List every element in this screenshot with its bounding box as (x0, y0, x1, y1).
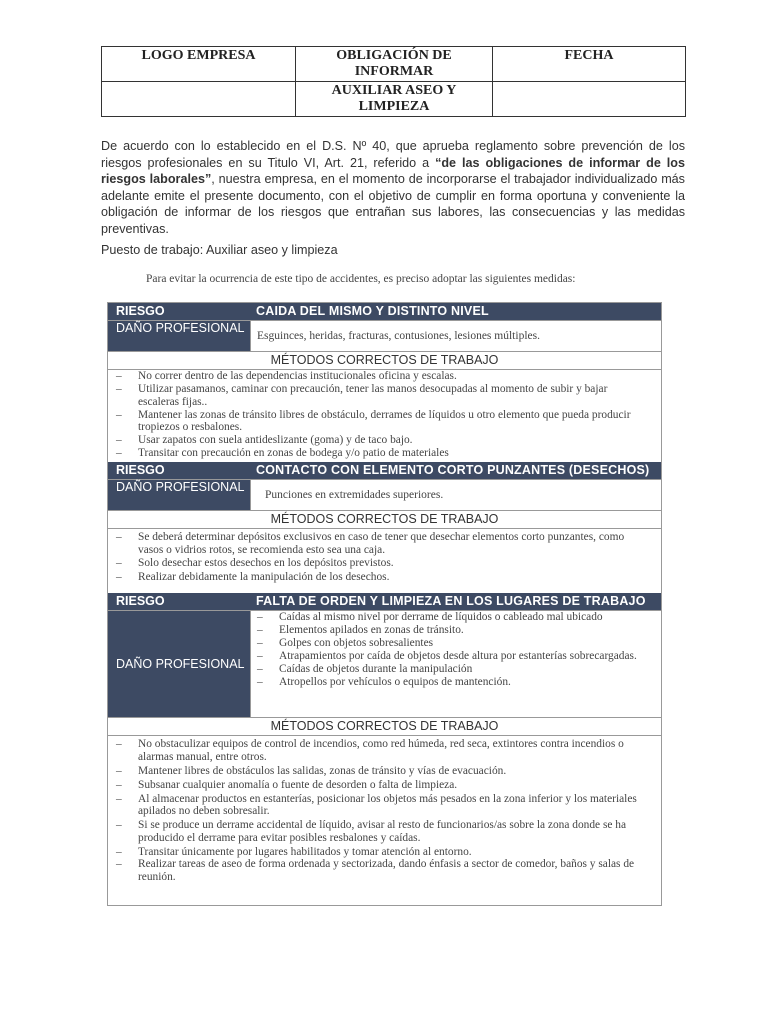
riesgo-row (108, 303, 661, 320)
dano-row (108, 610, 661, 717)
dano-label: DAÑO PROFESIONAL (116, 656, 245, 671)
metodos-block (108, 736, 661, 905)
list-item: – Elementos apilados en zonas de tránsito. (257, 624, 651, 637)
list-item: – Usar zapatos con suela antideslizante (goma) y de taco bajo. (116, 434, 651, 447)
metodos-header: MÉTODOS CORRECTOS DE TRABAJO (108, 510, 661, 529)
intro-paragraph (101, 138, 685, 237)
metodos-list (108, 531, 661, 583)
logo-empresa-cell: LOGO EMPRESA (102, 47, 296, 82)
puesto-cell: AUXILIAR ASEO Y LIMPIEZA (296, 82, 493, 117)
list-item: – No obstaculizar equipos de control de incendios, como red húmeda, red seca, extintores contra incendios o alarmas manual, entre otros. (116, 738, 651, 763)
riesgo-label: RIESGO (116, 594, 165, 608)
list-item: – Transitar con precaución en zonas de bodega y/o patio de materiales (116, 447, 651, 460)
dano-label: DAÑO PROFESIONAL (108, 480, 250, 510)
empty-cell (102, 82, 296, 117)
list-item: – Caídas de objetos durante la manipulación (257, 663, 651, 676)
dano-list (251, 611, 661, 689)
intro-text: De acuerdo con lo establecido en el D.S. Nº 40, que aprueba reglamento sobre prevención de los riesgos profesionales en su Titulo VI, Art. 21, referido a (101, 139, 685, 170)
dano-value: Punciones en extremidades superiores. (250, 480, 661, 510)
riesgo-row (108, 462, 661, 479)
riesgo-title: FALTA DE ORDEN Y LIMPIEZA EN LOS LUGARES DE TRABAJO (256, 594, 646, 608)
metodos-block (108, 370, 661, 462)
medidas-intro: Para evitar la ocurrencia de este tipo de accidentes, es preciso adoptar las siguientes medidas: (146, 273, 576, 285)
fecha-cell: FECHA (493, 47, 686, 82)
list-item: – Atropellos por vehículos o equipos de mantención. (257, 676, 651, 689)
list-item: – Utilizar pasamanos, caminar con precaución, tener las manos desocupadas al momento de subir y bajar escaleras fijas.. (116, 383, 651, 408)
obligacion-cell: OBLIGACIÓN DE INFORMAR (296, 47, 493, 82)
list-item: – Golpes con objetos sobresalientes (257, 637, 651, 650)
list-item: – Solo desechar estos desechos en los depósitos previstos. (116, 557, 651, 570)
riesgo-label: RIESGO (116, 304, 165, 318)
dano-row (108, 479, 661, 510)
list-item: – Se deberá determinar depósitos exclusivos en caso de tener que desechar elementos corto punzantes, como vasos o vidrios rotos, se recomienda esto sea una caja. (116, 531, 651, 556)
empty-fecha-cell (493, 82, 686, 117)
list-item: – Mantener las zonas de tránsito libres de obstáculo, derrames de líquidos u otro elemento que pueda producir tropiezos o resbalones. (116, 409, 651, 434)
riesgo-row (108, 593, 661, 610)
riesgo-label: RIESGO (116, 463, 165, 477)
list-item: – Al almacenar productos en estanterías, posicionar los objetos más pesados en la zona inferior y los materiales apilados no deben sobresalir. (116, 793, 651, 818)
list-item: – Realizar tareas de aseo de forma ordenada y sectorizada, dando énfasis a sector de comedor, baños y salas de reunión. (116, 858, 651, 883)
metodos-header: MÉTODOS CORRECTOS DE TRABAJO (108, 717, 661, 736)
header-table (101, 46, 686, 117)
intro-bold: “de las obligaciones de informar de los riesgos laborales” (101, 155, 685, 186)
list-item: – Caídas al mismo nivel por derrame de líquidos o cableado mal ubicado (257, 611, 651, 624)
metodos-list (108, 738, 661, 883)
dano-label-cell (108, 611, 250, 717)
metodos-header: MÉTODOS CORRECTOS DE TRABAJO (108, 351, 661, 370)
metodos-list (108, 370, 661, 460)
riesgo-title: CAIDA DEL MISMO Y DISTINTO NIVEL (256, 304, 489, 318)
list-item: – Mantener libres de obstáculos las salidas, zonas de tránsito y vías de evacuación. (116, 765, 651, 778)
list-item: – Realizar debidamente la manipulación de los desechos. (116, 571, 651, 584)
dano-row (108, 320, 661, 351)
intro-text-after: , nuestra empresa, en el momento de incorporarse el trabajador individualizado más adelante emite el presente documento, con el objetivo de cumplir en forma oportuna y conveniente la obligación de informar de los riesgos que entrañan sus labores, las consecuencias y las medidas preventivas. (101, 172, 685, 236)
list-item: – Subsanar cualquier anomalía o fuente de desorden o falta de limpieza. (116, 779, 651, 792)
riesgo-title: CONTACTO CON ELEMENTO CORTO PUNZANTES (DESECHOS) (256, 463, 650, 477)
list-item: – Atrapamientos por caída de objetos desde altura por estanterías sobrecargadas. (257, 650, 651, 663)
dano-value: Esguinces, heridas, fracturas, contusiones, lesiones múltiples. (250, 321, 661, 351)
risk-table (107, 302, 662, 906)
puesto-de-trabajo: Puesto de trabajo: Auxiliar aseo y limpieza (101, 243, 338, 257)
list-item: – Si se produce un derrame accidental de líquido, avisar al resto de funcionarios/as sobre la zona donde se ha producido el derrame para evitar posibles resbalones y caídas. (116, 819, 651, 844)
list-item: – No correr dentro de las dependencias institucionales oficina y escalas. (116, 370, 651, 383)
list-item: – Transitar únicamente por lugares habilitados y tomar atención al entorno. (116, 846, 651, 859)
dano-label: DAÑO PROFESIONAL (108, 321, 250, 351)
dano-list-cell (250, 611, 661, 717)
metodos-block (108, 529, 661, 593)
